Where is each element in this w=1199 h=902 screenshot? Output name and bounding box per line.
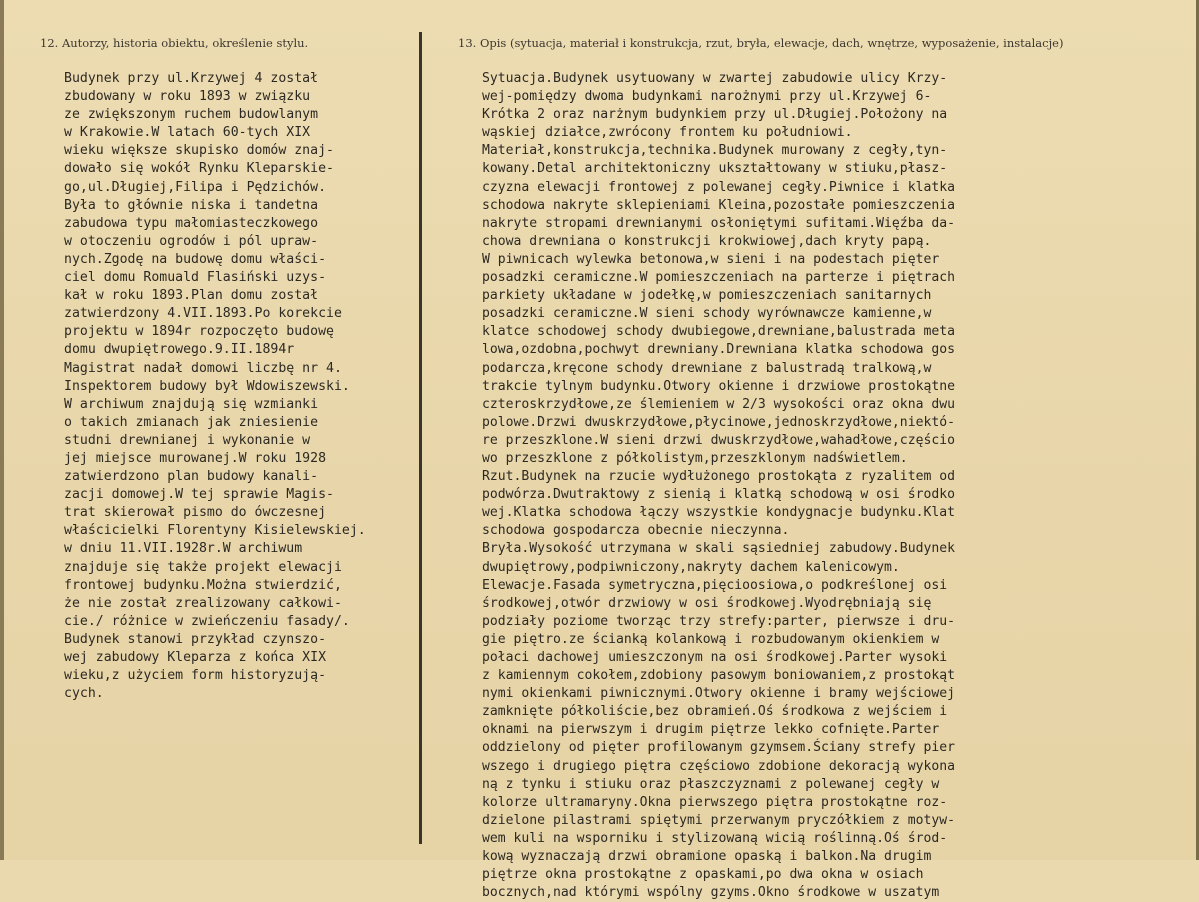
- text-line: zamknięte półkoliście,bez obramień.Oś środkowa z wejściem i: [482, 704, 948, 720]
- text-line: nych.Zgodę na budowę domu właści-: [64, 251, 327, 267]
- section-12-heading: 12. Autorzy, historia obiektu, określenie stylu.: [40, 36, 309, 50]
- text-line: piętrze okna prostokątne z opaskami,po dwa okna w osiach: [482, 867, 924, 883]
- text-line: schodowa gospodarcza obecnie nieczynna.: [482, 523, 790, 539]
- text-line: studni drewnianej i wykonanie w: [64, 432, 311, 448]
- text-line: domu dwupiętrowego.9.II.1894r: [64, 342, 295, 358]
- text-line: znajduje się także projekt elewacji: [64, 559, 342, 575]
- text-line: wej.Klatka schodowa łączy wszystkie kondygnacje budynku.Klat: [482, 505, 955, 521]
- text-line: podarcza,kręcone schody drewniane z balustradą tralkową,w: [482, 360, 932, 376]
- text-line: Budynek przy ul.Krzywej 4 został: [64, 71, 319, 86]
- text-line: czteroskrzydłowe,ze ślemieniem w 2/3 wysokości oraz okna dwu: [482, 396, 955, 412]
- text-line: posadzki ceramiczne.W sieni schody wyrównawcze kamienne,w: [482, 306, 932, 322]
- section-13-heading: 13. Opis (sytuacja, materiał i konstrukcja, rzut, bryła, elewacje, dach, wnętrze, wyposażenie, instalacje): [458, 36, 1064, 50]
- text-line: trakcie tylnym budynku.Otwory okienne i drzwiowe prostokątne: [482, 378, 955, 394]
- text-line: czyzna elewacji frontowej z polewanej cegły.Piwnice i klatka: [482, 179, 955, 195]
- text-line: re przeszklone.W sieni drzwi dwuskrzydłowe,wahadłowe,częścio: [482, 432, 955, 448]
- text-line: ze zwiększonym ruchem budowlanym: [64, 107, 319, 123]
- text-line: W archiwum znajdują się wzmianki: [64, 396, 319, 412]
- text-line: zabudowa typu małomiasteczkowego: [64, 215, 319, 231]
- text-line: kową wyznaczają drzwi obramione opaską i balkon.Na drugim: [482, 849, 932, 865]
- text-line: lowa,ozdobna,pochwyt drewniany.Drewniana klatka schodowa gos: [482, 342, 955, 358]
- text-line: Materiał,konstrukcja,technika.Budynek murowany z cegły,tyn-: [482, 143, 948, 159]
- text-line: Bryła.Wysokość utrzymana w skali sąsiedniej zabudowy.Budynek: [482, 541, 955, 557]
- text-line: połaci dachowej umieszczonym na osi środkowej.Parter wysoki: [482, 650, 948, 665]
- text-line: go,ul.Długiej,Filipa i Pędzichów.: [64, 179, 327, 195]
- text-line: Inspektorem budowy był Wdowiszewski.: [64, 378, 350, 394]
- text-line: cie./ różnice w zwieńczeniu fasady/.: [64, 613, 350, 629]
- text-line: w otoczeniu ogrodów i pól upraw-: [64, 233, 319, 249]
- text-line: zatwierdzony 4.VII.1893.Po korekcie: [64, 306, 342, 322]
- text-line: projektu w 1894r rozpoczęto budowę: [64, 324, 334, 340]
- text-line: Rzut.Budynek na rzucie wydłużonego prostokąta z ryzalitem od: [482, 469, 955, 485]
- text-line: podwórza.Dwutraktowy z sienią i klatką schodową w osi środko: [482, 487, 955, 503]
- text-line: schodowa nakryte sklepieniami Kleina,pozostałe pomieszczenia: [482, 197, 955, 213]
- text-line: gie piętro.ze ścianką kolankową i rozbudowanym okienkiem w: [482, 631, 940, 647]
- text-line: wo przeszklone z półkolistym,przeszklonym nadświetlem.: [482, 450, 908, 466]
- text-line: ciel domu Romuald Flasiński uzys-: [64, 270, 327, 286]
- text-line: jej miejsce murowanej.W roku 1928: [64, 450, 327, 466]
- page-left-edge: [0, 0, 4, 860]
- text-line: Krótka 2 oraz narżnym budynkiem przy ul.Długiej.Położony na: [482, 107, 948, 123]
- text-line: wej-pomiędzy dwoma budynkami narożnymi przy ul.Krzywej 6-: [482, 89, 932, 105]
- text-line: Magistrat nadał domowi liczbę nr 4.: [64, 360, 342, 376]
- text-line: środkowej,otwór drzwiowy w osi środkowej.Wyodrębniają się: [482, 595, 932, 611]
- text-line: dowało się wokół Rynku Kleparskie-: [64, 161, 334, 177]
- text-line: wem kuli na wsporniku i stylizowaną wicią roślinną.Oś środ-: [482, 830, 948, 846]
- text-line: że nie został zrealizowany całkowi-: [64, 595, 342, 611]
- text-line: Elewacje.Fasada symetryczna,pięcioosiowa,o podkreślonej osi: [482, 577, 948, 593]
- column-divider: [419, 32, 422, 844]
- text-line: z kamiennym cokołem,zdobiony pasowym boniowaniem,z prostokąt: [482, 668, 955, 684]
- text-line: klatce schodowej schody dwubiegowe,drewniane,balustrada meta: [482, 324, 955, 340]
- text-line: zbudowany w roku 1893 w związku: [64, 89, 311, 105]
- text-line: nymi okienkami piwnicznymi.Otwory okienne i bramy wejściowej: [482, 686, 955, 702]
- text-line: chowa drewniana o konstrukcji krokwiowej,dach kryty papą.: [482, 233, 932, 249]
- text-line: frontowej budynku.Można stwierdzić,: [64, 577, 342, 593]
- text-line: kał w roku 1893.Plan domu został: [64, 288, 319, 304]
- text-line: kolorze ultramaryny.Okna pierwszego piętra prostokątne roz-: [482, 794, 948, 810]
- text-line: ną z tynku i stiuku oraz płaszczyznami z polewanej cegły w: [482, 776, 940, 792]
- text-line: w dniu 11.VII.1928r.W archiwum: [64, 541, 303, 557]
- text-line: w Krakowie.W latach 60-tych XIX: [64, 125, 311, 141]
- history-text-column: [64, 70, 366, 703]
- text-line: podziały poziome tworząc trzy strefy:parter, pierwsze i dru-: [482, 613, 955, 629]
- text-line: oddzielony od pięter profilowanym gzymsem.Ściany strefy pier: [482, 740, 955, 756]
- text-line: dzielone pilastrami spiętymi przerwanym pryczółkiem z motyw-: [482, 812, 955, 828]
- text-line: posadzki ceramiczne.W pomieszczeniach na parterze i piętrach: [482, 270, 955, 286]
- text-line: wieku,z użyciem form historyzują-: [64, 668, 327, 684]
- text-line: Sytuacja.Budynek usytuowany w zwartej zabudowie ulicy Krzy-: [482, 71, 948, 86]
- text-line: kowany.Detal architektoniczny ukształtowany w stiuku,płasz-: [482, 161, 948, 177]
- text-line: wszego i drugiego piętra częściowo zdobione dekoracją wykona: [482, 758, 955, 774]
- text-line: W piwnicach wylewka betonowa,w sieni i na podestach pięter: [482, 251, 940, 267]
- text-line: cych.: [64, 686, 104, 702]
- text-line: wieku większe skupisko domów znaj-: [64, 143, 334, 159]
- text-line: wej zabudowy Kleparza z końca XIX: [64, 650, 327, 665]
- text-line: oknami na pierwszym i drugim piętrze lekko cofnięte.Parter: [482, 722, 940, 738]
- text-line: nakryte stropami drewnianymi osłoniętymi sufitami.Więźba da-: [482, 215, 955, 231]
- text-line: Budynek stanowi przykład czynszo-: [64, 631, 327, 647]
- text-line: bocznych,nad którymi wspólny gzyms.Okno środkowe w uszatym: [482, 885, 940, 901]
- text-line: trat skierował pismo do ówczesnej: [64, 505, 327, 521]
- text-line: Była to głównie niska i tandetna: [64, 197, 319, 213]
- text-line: wąskiej działce,zwrócony frontem ku południowi.: [482, 125, 853, 141]
- text-line: zacji domowej.W tej sprawie Magis-: [64, 487, 334, 503]
- text-line: właścicielki Florentyny Kisielewskiej.: [64, 523, 366, 539]
- text-line: zatwierdzono plan budowy kanali-: [64, 469, 319, 485]
- description-text-column: [482, 70, 955, 902]
- text-line: polowe.Drzwi dwuskrzydłowe,płycinowe,jednoskrzydłowe,niektó-: [482, 414, 955, 430]
- text-line: dwupiętrowy,podpiwniczony,nakryty dachem kalenicowym.: [482, 559, 900, 575]
- text-line: parkiety układane w jodełkę,w pomieszczeniach sanitarnych: [482, 288, 932, 304]
- text-line: o takich zmianach jak zniesienie: [64, 414, 319, 430]
